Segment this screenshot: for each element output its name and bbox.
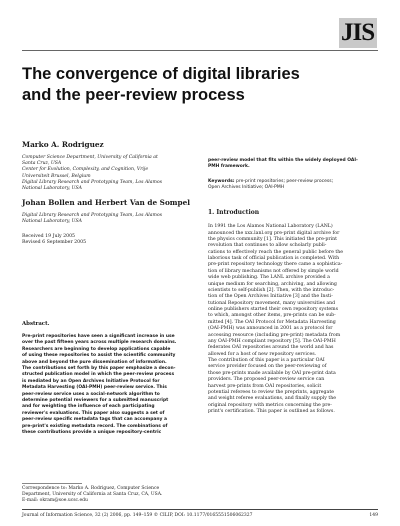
footer-rule: [22, 509, 378, 510]
correspondence-note: Correspondence to: Marko A. Rodriguez, Computer Science Department, University of California at Santa Cruz, CA, USA. E-mail: okram@soe.ucsc.edu: [22, 486, 163, 504]
right-column: [208, 158, 380, 415]
section-heading: 1. Introduction: [208, 209, 260, 217]
title-line: The convergence of digital libraries: [22, 65, 300, 83]
author-affiliation: Computer Science Department, University of California at Santa Cruz, USA Center for Evolution, Complexity, and Cognition, Vrije Universiteit Brussel, Belgium Digital Library Research and Prototyping Team, Los Alamos National Laboratory, USA: [22, 155, 162, 192]
author-affiliation: Digital Library Research and Prototyping Team, Los Alamos National Laboratory, USA: [22, 213, 162, 225]
author-name: Johan Bollen and Herbert Van de Sompel: [22, 198, 191, 208]
keywords-label: Keywords:: [208, 178, 235, 184]
author-block: [22, 140, 200, 246]
introduction-text: In 1991 the Los Alamos National Laboratory (LANL) announced the xxx.lanl.org pre-print digital archive for the physics community [1]. This initiated the pre-print revolution that continues to allow scholarly publi- cations to effectively reach the general public before the laborious task of official publication is completed. With pre-print repository technology there came a sophistica- tion of library mechanisms not offered by simple world wide web publishing. The LANL archive provided a unique medium for searching, archiving, and allowing scientists to self-publish [2]. Then, with the introduc- tion of the Open Archives Initiative [3] and the Insti- tutional Repository movement, many universities and online publishers started their own repository systems to which, amongst other items, pre-prints can be sub- mitted [4]. The OAI Protocol for Metadata Harvesting (OAI-PMH) was announced in 2001 as a protocol for accessing resource (including pre-print) metadata from any OAI-PMH compliant repository [5]. The OAI-PMH federates OAI repositories around the world and has allowed for a host of new repository services. The contribution of this paper is a particular OAI service provider focused on the peer-reviewing of those pre-prints made available by OAI pre-print data providers. The proposed peer-review service can harvest pre-prints from OAI repositories, solicit potential referees to review the preprints, aggregate and weight referee evaluations, and finally supply the original repository with metrics concerning the pre- print's certification. This paper is outlined as follows.: [208, 224, 344, 415]
paper-title: [22, 64, 382, 106]
abstract-continuation: peer-review model that fits within the widely deployed OAI- PMH framework.: [208, 158, 358, 170]
journal-logo: JIS: [339, 18, 377, 48]
title-line: and the peer-review process: [22, 86, 245, 104]
keywords: Keywords: pre-print repositories; peer-review process; Open Archives Initiative; OAI-PMH: [208, 178, 334, 190]
journal-citation: Journal of Information Science, 32 (2) 2006, pp. 149–159 © CILIP, DOI: 10.1177/0165551506062327: [22, 513, 253, 518]
header-rule: [22, 50, 378, 51]
page-footer: [22, 513, 378, 518]
abstract-heading: Abstract.: [22, 321, 50, 327]
page-number: 149: [369, 513, 378, 518]
received-dates: Received 19 July 2005 Revised 6 September 2005: [22, 233, 87, 245]
abstract-text: Pre-print repositories have seen a significant increase in use over the past fifteen years across multiple research domains. Researchers are beginning to develop applications capable of using these repositories to assist the scientific community above and beyond the pure dissemination of information. The contributions set forth by this paper emphasize a decon- structed publication model in which the peer-review process is mediated by an Open Archives Initiative Protocol for Metadata Harvesting (OAI-PMH) peer-review service. This peer-review service uses a social-network algorithm to determine potential reviewers for a submitted manuscript and for weighting the influence of each participating reviewer's evaluations. This paper also suggests a set of peer-review specific metadata tags that can accompany a pre-print's existing metadata record. The combinations of these contributions provide a unique repository-centric: [22, 334, 177, 436]
footnote-rule: [22, 483, 82, 484]
author-name: Marko A. Rodriguez: [22, 140, 104, 149]
